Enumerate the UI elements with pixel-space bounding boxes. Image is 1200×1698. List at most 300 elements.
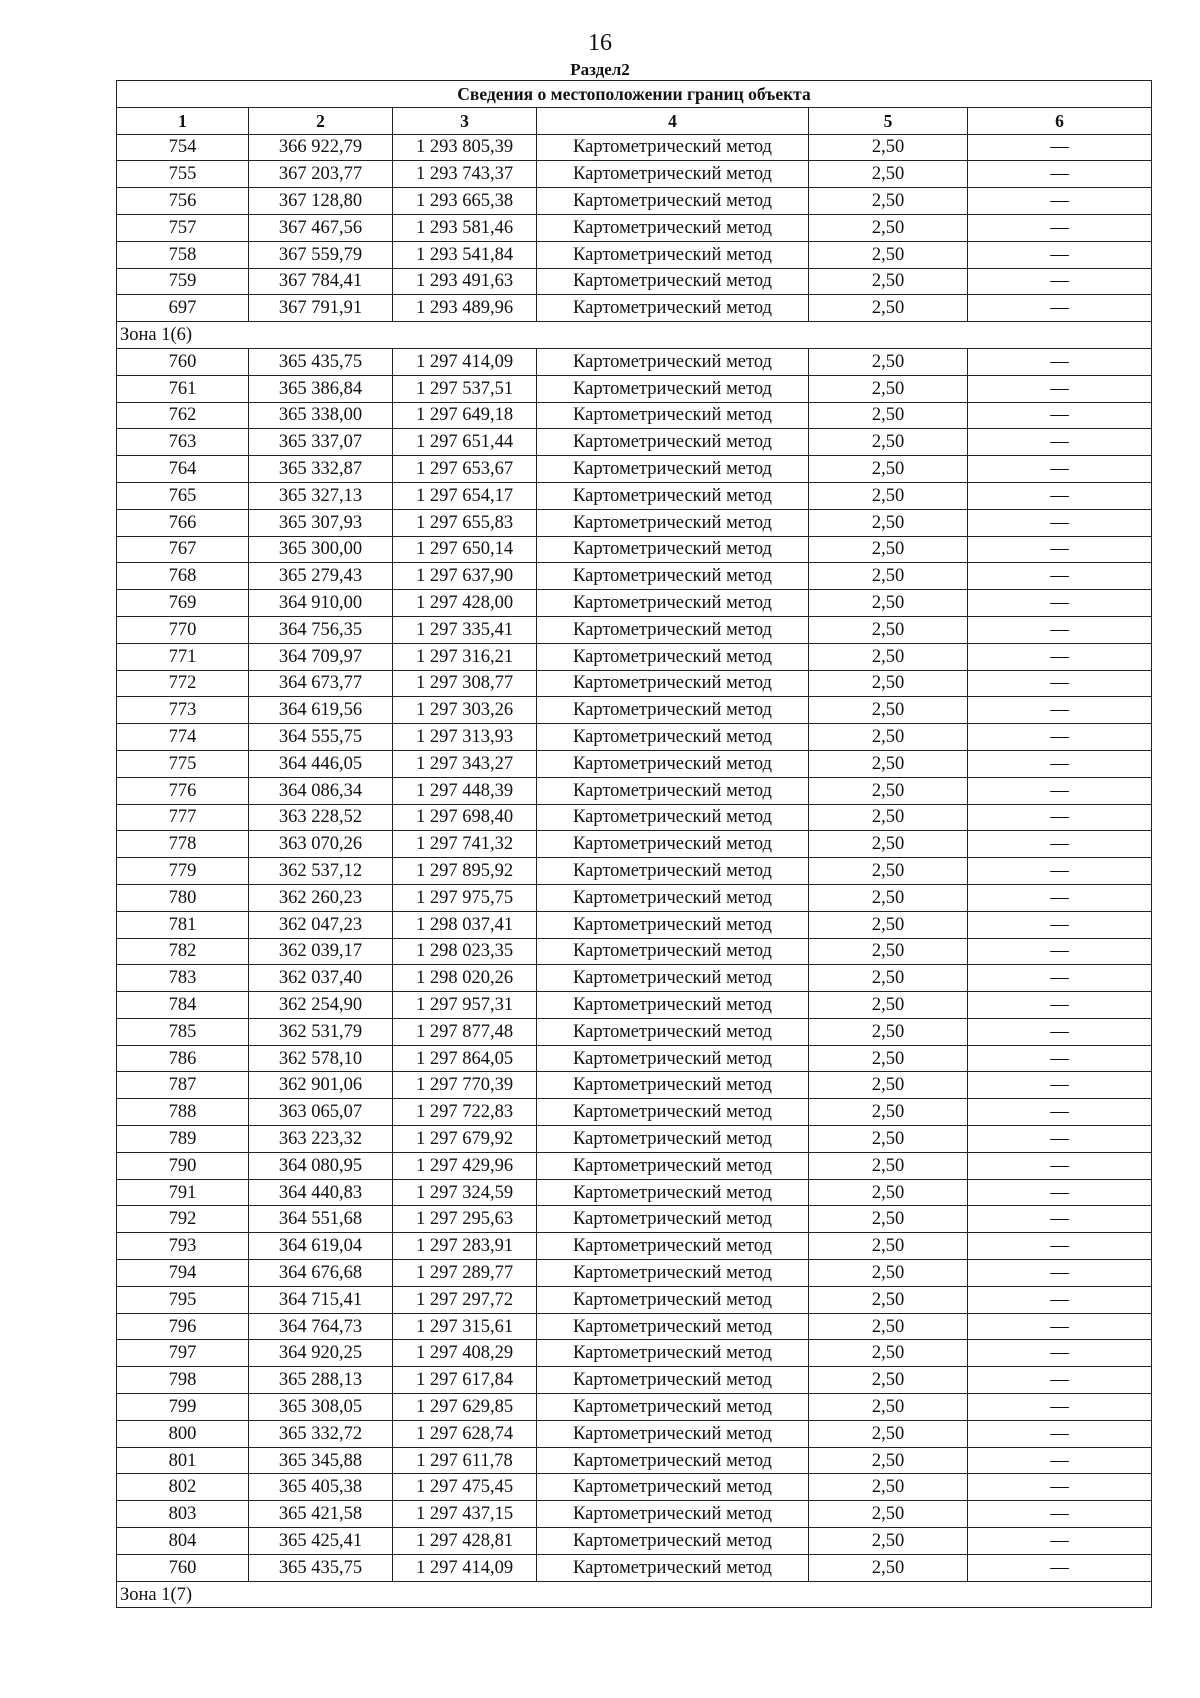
accuracy-cell: 2,50 <box>809 1554 968 1581</box>
table-row <box>117 750 1152 777</box>
table-row <box>117 214 1152 241</box>
y-coordinate-cell: 1 297 653,67 <box>393 456 537 483</box>
point-number-cell: 754 <box>117 134 249 161</box>
x-coordinate-cell: 364 676,68 <box>249 1260 393 1287</box>
x-coordinate-cell: 365 307,93 <box>249 509 393 536</box>
point-number-cell: 803 <box>117 1501 249 1528</box>
description-cell: — <box>968 965 1152 992</box>
point-number-cell: 768 <box>117 563 249 590</box>
table-row <box>117 1420 1152 1447</box>
zone-row <box>117 322 1152 349</box>
point-number-cell: 778 <box>117 831 249 858</box>
accuracy-cell: 2,50 <box>809 429 968 456</box>
accuracy-cell: 2,50 <box>809 563 968 590</box>
description-cell: — <box>968 616 1152 643</box>
y-coordinate-cell: 1 293 489,96 <box>393 295 537 322</box>
point-number-cell: 764 <box>117 456 249 483</box>
x-coordinate-cell: 363 065,07 <box>249 1099 393 1126</box>
method-cell: Картометрический метод <box>537 1126 809 1153</box>
description-cell: — <box>968 831 1152 858</box>
point-number-cell: 785 <box>117 1018 249 1045</box>
method-cell: Картометрический метод <box>537 1447 809 1474</box>
description-cell: — <box>968 1313 1152 1340</box>
description-cell: — <box>968 697 1152 724</box>
table-row <box>117 911 1152 938</box>
table-row <box>117 429 1152 456</box>
x-coordinate-cell: 362 039,17 <box>249 938 393 965</box>
point-number-cell: 757 <box>117 214 249 241</box>
y-coordinate-cell: 1 297 308,77 <box>393 670 537 697</box>
y-coordinate-cell: 1 297 475,45 <box>393 1474 537 1501</box>
table-row <box>117 858 1152 885</box>
description-cell: — <box>968 134 1152 161</box>
x-coordinate-cell: 364 756,35 <box>249 616 393 643</box>
description-cell: — <box>968 1206 1152 1233</box>
y-coordinate-cell: 1 297 429,96 <box>393 1152 537 1179</box>
y-coordinate-cell: 1 297 428,81 <box>393 1528 537 1555</box>
accuracy-cell: 2,50 <box>809 134 968 161</box>
description-cell: — <box>968 858 1152 885</box>
point-number-cell: 794 <box>117 1260 249 1287</box>
accuracy-cell: 2,50 <box>809 536 968 563</box>
y-coordinate-cell: 1 297 437,15 <box>393 1501 537 1528</box>
y-coordinate-cell: 1 293 491,63 <box>393 268 537 295</box>
x-coordinate-cell: 365 405,38 <box>249 1474 393 1501</box>
description-cell: — <box>968 1286 1152 1313</box>
x-coordinate-cell: 365 345,88 <box>249 1447 393 1474</box>
y-coordinate-cell: 1 297 975,75 <box>393 884 537 911</box>
accuracy-cell: 2,50 <box>809 724 968 751</box>
method-cell: Картометрический метод <box>537 1286 809 1313</box>
y-coordinate-cell: 1 293 805,39 <box>393 134 537 161</box>
table-row <box>117 804 1152 831</box>
x-coordinate-cell: 362 254,90 <box>249 992 393 1019</box>
description-cell: — <box>968 1018 1152 1045</box>
table-row <box>117 295 1152 322</box>
x-coordinate-cell: 366 922,79 <box>249 134 393 161</box>
column-number-row <box>117 107 1152 134</box>
accuracy-cell: 2,50 <box>809 1501 968 1528</box>
description-cell: — <box>968 1099 1152 1126</box>
accuracy-cell: 2,50 <box>809 456 968 483</box>
accuracy-cell: 2,50 <box>809 1072 968 1099</box>
method-cell: Картометрический метод <box>537 831 809 858</box>
x-coordinate-cell: 365 300,00 <box>249 536 393 563</box>
point-number-cell: 799 <box>117 1394 249 1421</box>
description-cell: — <box>968 1260 1152 1287</box>
y-coordinate-cell: 1 297 679,92 <box>393 1126 537 1153</box>
method-cell: Картометрический метод <box>537 1554 809 1581</box>
x-coordinate-cell: 363 070,26 <box>249 831 393 858</box>
description-cell: — <box>968 1367 1152 1394</box>
y-coordinate-cell: 1 297 335,41 <box>393 616 537 643</box>
method-cell: Картометрический метод <box>537 1072 809 1099</box>
table-row <box>117 1286 1152 1313</box>
method-cell: Картометрический метод <box>537 375 809 402</box>
x-coordinate-cell: 364 080,95 <box>249 1152 393 1179</box>
section-title: Раздел2 <box>570 60 630 79</box>
accuracy-cell: 2,50 <box>809 1528 968 1555</box>
y-coordinate-cell: 1 297 303,26 <box>393 697 537 724</box>
description-cell: — <box>968 804 1152 831</box>
table-row <box>117 509 1152 536</box>
y-coordinate-cell: 1 293 743,37 <box>393 161 537 188</box>
y-coordinate-cell: 1 297 722,83 <box>393 1099 537 1126</box>
description-cell: — <box>968 375 1152 402</box>
y-coordinate-cell: 1 297 649,18 <box>393 402 537 429</box>
point-number-cell: 772 <box>117 670 249 697</box>
y-coordinate-cell: 1 297 414,09 <box>393 1554 537 1581</box>
description-cell: — <box>968 750 1152 777</box>
x-coordinate-cell: 363 228,52 <box>249 804 393 831</box>
description-cell: — <box>968 1420 1152 1447</box>
description-cell: — <box>968 1394 1152 1421</box>
x-coordinate-cell: 363 223,32 <box>249 1126 393 1153</box>
zone-label: Зона 1(7) <box>117 1581 1152 1608</box>
point-number-cell: 798 <box>117 1367 249 1394</box>
table-row <box>117 1233 1152 1260</box>
method-cell: Картометрический метод <box>537 1206 809 1233</box>
description-cell: — <box>968 911 1152 938</box>
accuracy-cell: 2,50 <box>809 590 968 617</box>
table-row <box>117 563 1152 590</box>
table-row <box>117 777 1152 804</box>
accuracy-cell: 2,50 <box>809 831 968 858</box>
method-cell: Картометрический метод <box>537 1152 809 1179</box>
y-coordinate-cell: 1 293 581,46 <box>393 214 537 241</box>
description-cell: — <box>968 992 1152 1019</box>
method-cell: Картометрический метод <box>537 1045 809 1072</box>
point-number-cell: 792 <box>117 1206 249 1233</box>
description-cell: — <box>968 590 1152 617</box>
method-cell: Картометрический метод <box>537 348 809 375</box>
accuracy-cell: 2,50 <box>809 1340 968 1367</box>
x-coordinate-cell: 367 203,77 <box>249 161 393 188</box>
table-row <box>117 616 1152 643</box>
y-coordinate-cell: 1 297 617,84 <box>393 1367 537 1394</box>
x-coordinate-cell: 362 537,12 <box>249 858 393 885</box>
point-number-cell: 787 <box>117 1072 249 1099</box>
description-cell: — <box>968 214 1152 241</box>
description-cell: — <box>968 536 1152 563</box>
method-cell: Картометрический метод <box>537 670 809 697</box>
accuracy-cell: 2,50 <box>809 1045 968 1072</box>
method-cell: Картометрический метод <box>537 858 809 885</box>
y-coordinate-cell: 1 297 313,93 <box>393 724 537 751</box>
accuracy-cell: 2,50 <box>809 295 968 322</box>
method-cell: Картометрический метод <box>537 616 809 643</box>
point-number-cell: 773 <box>117 697 249 724</box>
method-cell: Картометрический метод <box>537 509 809 536</box>
y-coordinate-cell: 1 297 651,44 <box>393 429 537 456</box>
table-row <box>117 831 1152 858</box>
method-cell: Картометрический метод <box>537 241 809 268</box>
point-number-cell: 776 <box>117 777 249 804</box>
y-coordinate-cell: 1 297 295,63 <box>393 1206 537 1233</box>
accuracy-cell: 2,50 <box>809 1099 968 1126</box>
x-coordinate-cell: 364 551,68 <box>249 1206 393 1233</box>
y-coordinate-cell: 1 297 537,51 <box>393 375 537 402</box>
x-coordinate-cell: 365 279,43 <box>249 563 393 590</box>
y-coordinate-cell: 1 297 741,32 <box>393 831 537 858</box>
point-number-cell: 790 <box>117 1152 249 1179</box>
table-row <box>117 992 1152 1019</box>
column-header: 4 <box>537 107 809 134</box>
method-cell: Картометрический метод <box>537 750 809 777</box>
accuracy-cell: 2,50 <box>809 1126 968 1153</box>
table-row <box>117 1501 1152 1528</box>
point-number-cell: 788 <box>117 1099 249 1126</box>
x-coordinate-cell: 364 910,00 <box>249 590 393 617</box>
table-row <box>117 1018 1152 1045</box>
point-number-cell: 777 <box>117 804 249 831</box>
table-row <box>117 590 1152 617</box>
y-coordinate-cell: 1 297 414,09 <box>393 348 537 375</box>
column-header: 3 <box>393 107 537 134</box>
x-coordinate-cell: 365 332,72 <box>249 1420 393 1447</box>
accuracy-cell: 2,50 <box>809 697 968 724</box>
description-cell: — <box>968 456 1152 483</box>
method-cell: Картометрический метод <box>537 777 809 804</box>
method-cell: Картометрический метод <box>537 188 809 215</box>
method-cell: Картометрический метод <box>537 724 809 751</box>
y-coordinate-cell: 1 297 343,27 <box>393 750 537 777</box>
point-number-cell: 760 <box>117 348 249 375</box>
description-cell: — <box>968 1233 1152 1260</box>
x-coordinate-cell: 365 435,75 <box>249 1554 393 1581</box>
x-coordinate-cell: 365 386,84 <box>249 375 393 402</box>
description-cell: — <box>968 1179 1152 1206</box>
description-cell: — <box>968 643 1152 670</box>
y-coordinate-cell: 1 297 637,90 <box>393 563 537 590</box>
description-cell: — <box>968 1126 1152 1153</box>
table-row <box>117 1099 1152 1126</box>
y-coordinate-cell: 1 298 020,26 <box>393 965 537 992</box>
point-number-cell: 800 <box>117 1420 249 1447</box>
y-coordinate-cell: 1 297 316,21 <box>393 643 537 670</box>
method-cell: Картометрический метод <box>537 590 809 617</box>
point-number-cell: 781 <box>117 911 249 938</box>
method-cell: Картометрический метод <box>537 402 809 429</box>
accuracy-cell: 2,50 <box>809 161 968 188</box>
accuracy-cell: 2,50 <box>809 1394 968 1421</box>
table-row <box>117 1340 1152 1367</box>
description-cell: — <box>968 241 1152 268</box>
y-coordinate-cell: 1 297 315,61 <box>393 1313 537 1340</box>
table-row <box>117 268 1152 295</box>
method-cell: Картометрический метод <box>537 563 809 590</box>
accuracy-cell: 2,50 <box>809 1152 968 1179</box>
method-cell: Картометрический метод <box>537 1394 809 1421</box>
method-cell: Картометрический метод <box>537 1018 809 1045</box>
method-cell: Картометрический метод <box>537 911 809 938</box>
point-number-cell: 761 <box>117 375 249 402</box>
accuracy-cell: 2,50 <box>809 1233 968 1260</box>
x-coordinate-cell: 362 037,40 <box>249 965 393 992</box>
point-number-cell: 791 <box>117 1179 249 1206</box>
table-row <box>117 1179 1152 1206</box>
table-body <box>117 134 1152 1608</box>
method-cell: Картометрический метод <box>537 295 809 322</box>
zone-row <box>117 1581 1152 1608</box>
accuracy-cell: 2,50 <box>809 938 968 965</box>
description-cell: — <box>968 670 1152 697</box>
x-coordinate-cell: 362 531,79 <box>249 1018 393 1045</box>
description-cell: — <box>968 1501 1152 1528</box>
description-cell: — <box>968 777 1152 804</box>
point-number-cell: 796 <box>117 1313 249 1340</box>
table-row <box>117 1367 1152 1394</box>
x-coordinate-cell: 365 332,87 <box>249 456 393 483</box>
y-coordinate-cell: 1 297 324,59 <box>393 1179 537 1206</box>
table-row <box>117 1126 1152 1153</box>
x-coordinate-cell: 364 619,04 <box>249 1233 393 1260</box>
table-row <box>117 643 1152 670</box>
coordinates-table <box>116 80 1152 1608</box>
point-number-cell: 769 <box>117 590 249 617</box>
accuracy-cell: 2,50 <box>809 509 968 536</box>
method-cell: Картометрический метод <box>537 1340 809 1367</box>
table-row <box>117 1528 1152 1555</box>
y-coordinate-cell: 1 297 629,85 <box>393 1394 537 1421</box>
point-number-cell: 765 <box>117 482 249 509</box>
accuracy-cell: 2,50 <box>809 1367 968 1394</box>
method-cell: Картометрический метод <box>537 1501 809 1528</box>
x-coordinate-cell: 367 791,91 <box>249 295 393 322</box>
table-row <box>117 161 1152 188</box>
method-cell: Картометрический метод <box>537 884 809 911</box>
table-row <box>117 1206 1152 1233</box>
table-caption: Сведения о местоположении границ объекта <box>117 81 1152 108</box>
description-cell: — <box>968 884 1152 911</box>
column-header: 1 <box>117 107 249 134</box>
point-number-cell: 783 <box>117 965 249 992</box>
table-row <box>117 670 1152 697</box>
accuracy-cell: 2,50 <box>809 482 968 509</box>
accuracy-cell: 2,50 <box>809 777 968 804</box>
method-cell: Картометрический метод <box>537 643 809 670</box>
y-coordinate-cell: 1 297 957,31 <box>393 992 537 1019</box>
description-cell: — <box>968 1447 1152 1474</box>
accuracy-cell: 2,50 <box>809 402 968 429</box>
accuracy-cell: 2,50 <box>809 858 968 885</box>
y-coordinate-cell: 1 297 408,29 <box>393 1340 537 1367</box>
description-cell: — <box>968 1152 1152 1179</box>
point-number-cell: 758 <box>117 241 249 268</box>
table-row <box>117 1152 1152 1179</box>
x-coordinate-cell: 365 337,07 <box>249 429 393 456</box>
table-row <box>117 1313 1152 1340</box>
point-number-cell: 797 <box>117 1340 249 1367</box>
accuracy-cell: 2,50 <box>809 884 968 911</box>
point-number-cell: 795 <box>117 1286 249 1313</box>
x-coordinate-cell: 365 435,75 <box>249 348 393 375</box>
x-coordinate-cell: 364 086,34 <box>249 777 393 804</box>
table-row <box>117 1260 1152 1287</box>
table-row <box>117 536 1152 563</box>
table-row <box>117 134 1152 161</box>
x-coordinate-cell: 364 619,56 <box>249 697 393 724</box>
accuracy-cell: 2,50 <box>809 1179 968 1206</box>
point-number-cell: 763 <box>117 429 249 456</box>
x-coordinate-cell: 364 715,41 <box>249 1286 393 1313</box>
point-number-cell: 779 <box>117 858 249 885</box>
method-cell: Картометрический метод <box>537 1420 809 1447</box>
accuracy-cell: 2,50 <box>809 1286 968 1313</box>
y-coordinate-cell: 1 298 037,41 <box>393 911 537 938</box>
table-row <box>117 1554 1152 1581</box>
y-coordinate-cell: 1 297 650,14 <box>393 536 537 563</box>
method-cell: Картометрический метод <box>537 134 809 161</box>
y-coordinate-cell: 1 297 698,40 <box>393 804 537 831</box>
point-number-cell: 770 <box>117 616 249 643</box>
y-coordinate-cell: 1 297 289,77 <box>393 1260 537 1287</box>
point-number-cell: 756 <box>117 188 249 215</box>
description-cell: — <box>968 509 1152 536</box>
description-cell: — <box>968 563 1152 590</box>
point-number-cell: 802 <box>117 1474 249 1501</box>
description-cell: — <box>968 482 1152 509</box>
x-coordinate-cell: 364 920,25 <box>249 1340 393 1367</box>
accuracy-cell: 2,50 <box>809 268 968 295</box>
y-coordinate-cell: 1 293 541,84 <box>393 241 537 268</box>
y-coordinate-cell: 1 293 665,38 <box>393 188 537 215</box>
point-number-cell: 766 <box>117 509 249 536</box>
table-row <box>117 241 1152 268</box>
description-cell: — <box>968 1528 1152 1555</box>
accuracy-cell: 2,50 <box>809 804 968 831</box>
x-coordinate-cell: 362 578,10 <box>249 1045 393 1072</box>
point-number-cell: 759 <box>117 268 249 295</box>
x-coordinate-cell: 362 047,23 <box>249 911 393 938</box>
point-number-cell: 786 <box>117 1045 249 1072</box>
accuracy-cell: 2,50 <box>809 911 968 938</box>
method-cell: Картометрический метод <box>537 1179 809 1206</box>
y-coordinate-cell: 1 297 611,78 <box>393 1447 537 1474</box>
point-number-cell: 762 <box>117 402 249 429</box>
method-cell: Картометрический метод <box>537 1367 809 1394</box>
table-row <box>117 456 1152 483</box>
accuracy-cell: 2,50 <box>809 616 968 643</box>
x-coordinate-cell: 365 425,41 <box>249 1528 393 1555</box>
table-row <box>117 482 1152 509</box>
method-cell: Картометрический метод <box>537 804 809 831</box>
point-number-cell: 755 <box>117 161 249 188</box>
accuracy-cell: 2,50 <box>809 670 968 697</box>
x-coordinate-cell: 365 421,58 <box>249 1501 393 1528</box>
method-cell: Картометрический метод <box>537 1233 809 1260</box>
y-coordinate-cell: 1 298 023,35 <box>393 938 537 965</box>
x-coordinate-cell: 367 128,80 <box>249 188 393 215</box>
method-cell: Картометрический метод <box>537 992 809 1019</box>
description-cell: — <box>968 161 1152 188</box>
y-coordinate-cell: 1 297 297,72 <box>393 1286 537 1313</box>
method-cell: Картометрический метод <box>537 429 809 456</box>
y-coordinate-cell: 1 297 655,83 <box>393 509 537 536</box>
method-cell: Картометрический метод <box>537 1474 809 1501</box>
column-header: 5 <box>809 107 968 134</box>
description-cell: — <box>968 1340 1152 1367</box>
x-coordinate-cell: 364 446,05 <box>249 750 393 777</box>
x-coordinate-cell: 364 440,83 <box>249 1179 393 1206</box>
y-coordinate-cell: 1 297 448,39 <box>393 777 537 804</box>
zone-label: Зона 1(6) <box>117 322 1152 349</box>
point-number-cell: 697 <box>117 295 249 322</box>
x-coordinate-cell: 367 467,56 <box>249 214 393 241</box>
method-cell: Картометрический метод <box>537 161 809 188</box>
y-coordinate-cell: 1 297 877,48 <box>393 1018 537 1045</box>
y-coordinate-cell: 1 297 628,74 <box>393 1420 537 1447</box>
